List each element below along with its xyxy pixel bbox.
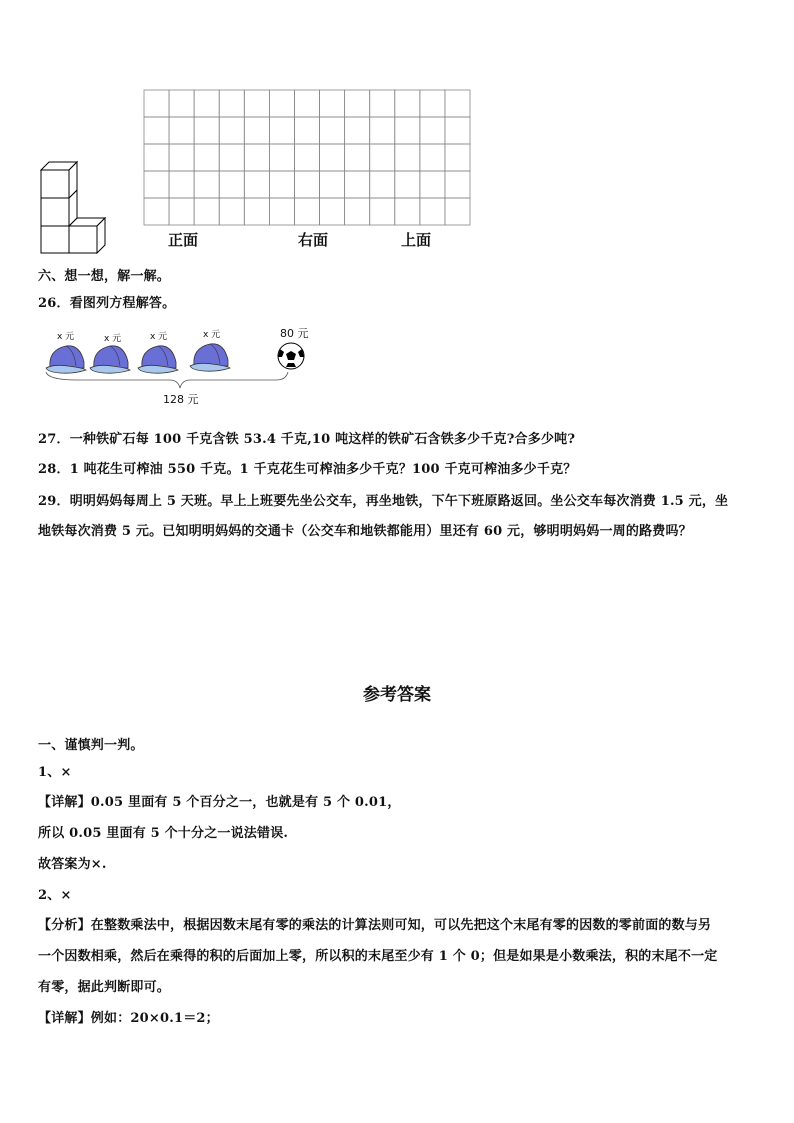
grid-cell xyxy=(445,171,470,198)
grid-cell xyxy=(269,171,294,198)
grid-cell xyxy=(144,90,169,117)
grid-cell xyxy=(445,90,470,117)
grid-cell xyxy=(294,144,319,171)
grid-cell xyxy=(395,171,420,198)
grid-cell xyxy=(244,144,269,171)
stacked-cubes-figure xyxy=(38,158,112,254)
answer-2-detail: 【详解】例如：20×0.1＝2； xyxy=(38,1011,219,1026)
cap-icon xyxy=(190,344,230,371)
grid-cell xyxy=(445,117,470,144)
grid-cell xyxy=(370,198,395,225)
grid-cell xyxy=(420,198,445,225)
cap-icon xyxy=(90,346,130,373)
grid-cell xyxy=(345,198,370,225)
grid-cell xyxy=(370,117,395,144)
grid-cell xyxy=(219,144,244,171)
answer-1-line2: 所以 0.05 里面有 5 个十分之一说法错误. xyxy=(38,826,289,841)
grid-cell xyxy=(169,90,194,117)
answers-title: 参考答案 xyxy=(363,685,431,705)
grid-cell xyxy=(194,198,219,225)
grid-cell xyxy=(294,198,319,225)
grid-cell xyxy=(320,144,345,171)
grid-cell xyxy=(169,117,194,144)
grid-cell xyxy=(420,90,445,117)
soccer-ball-icon xyxy=(278,343,304,369)
grid-cell xyxy=(370,144,395,171)
answer-2-analysis-line1: 【分析】在整数乘法中，根据因数末尾有零的乘法的计算法则可知，可以先把这个末尾有零的因数的零前面的数与另 xyxy=(38,918,712,933)
question-28: 28．1 吨花生可榨油 550 千克。1 千克花生可榨油多少千克？100 千克可榨油多少千克？ xyxy=(38,462,577,477)
grid-cell xyxy=(395,198,420,225)
grid-cell xyxy=(169,198,194,225)
caps-and-ball-figure xyxy=(38,338,318,398)
cap-price-label: x 元 xyxy=(104,334,122,344)
grid-cell xyxy=(320,90,345,117)
grid-cell xyxy=(244,117,269,144)
grid-cell xyxy=(144,144,169,171)
grid-cell xyxy=(345,144,370,171)
answer-1-mark: 1、× xyxy=(38,765,72,780)
grid-cell xyxy=(269,144,294,171)
answer-2-mark: 2、× xyxy=(38,888,72,903)
grid-cell xyxy=(320,117,345,144)
grid-cell xyxy=(345,90,370,117)
grid-cell xyxy=(219,90,244,117)
grid-cell xyxy=(244,90,269,117)
question-29-line1: 29．明明妈妈每周上 5 天班。早上上班要先坐公交车，再坐地铁，下午下班原路返回。坐公交车每次消费 1.5 元，坐 xyxy=(38,494,729,509)
grid-cell xyxy=(194,117,219,144)
grid-cell xyxy=(144,198,169,225)
question-29-line2: 地铁每次消费 5 元。已知明明妈妈的交通卡（公交车和地铁都能用）里还有 60 元，够明明妈妈一周的路费吗？ xyxy=(38,524,692,539)
grid-cell xyxy=(244,198,269,225)
answers-section1-heading: 一、谨慎判一判。 xyxy=(38,738,144,753)
grid-cell xyxy=(144,171,169,198)
front-view-label: 正面 xyxy=(168,231,199,249)
grid-cell xyxy=(370,90,395,117)
grid-cell xyxy=(395,90,420,117)
grid-cell xyxy=(194,90,219,117)
grid-cell xyxy=(269,90,294,117)
grid-cell xyxy=(345,171,370,198)
grid-cell xyxy=(420,171,445,198)
grid-cell xyxy=(420,144,445,171)
grid-cell xyxy=(395,117,420,144)
grid-cell xyxy=(194,144,219,171)
grid-cell xyxy=(219,198,244,225)
grid-cell xyxy=(269,198,294,225)
grid-cell xyxy=(294,117,319,144)
question-26: 26．看图列方程解答。 xyxy=(38,296,176,311)
grid-cell xyxy=(420,117,445,144)
grid-cell xyxy=(269,117,294,144)
grid-cell xyxy=(219,171,244,198)
grid-cell xyxy=(219,117,244,144)
answer-2-analysis-line3: 有零，据此判断即可。 xyxy=(38,980,171,995)
grid-cell xyxy=(169,171,194,198)
grid-cell xyxy=(244,171,269,198)
cap-price-label: x 元 xyxy=(57,332,75,342)
grid-cell xyxy=(370,171,395,198)
grid-cell xyxy=(320,198,345,225)
cap-icon xyxy=(46,346,86,373)
grid-cell xyxy=(445,198,470,225)
cap-icon xyxy=(138,346,178,373)
view-drawing-grid xyxy=(143,89,471,226)
grid-cell xyxy=(294,90,319,117)
section6-heading: 六、想一想，解一解。 xyxy=(38,269,171,284)
answer-1-line3: 故答案为×. xyxy=(38,857,107,872)
grid-cell xyxy=(320,171,345,198)
answer-1-detail: 【详解】0.05 里面有 5 个百分之一，也就是有 5 个 0.01， xyxy=(38,795,401,810)
answer-2-analysis-line2: 一个因数相乘，然后在乘得的积的后面加上零，所以积的末尾至少有 1 个 0；但是如果是小数乘法，积的末尾不一定 xyxy=(38,949,718,964)
grid-cell xyxy=(445,144,470,171)
top-view-label: 上面 xyxy=(401,231,432,249)
grid-cell xyxy=(169,144,194,171)
grid-cell xyxy=(144,117,169,144)
grid-cell xyxy=(194,171,219,198)
grid-cell xyxy=(345,117,370,144)
grid-cell xyxy=(294,171,319,198)
total-price-label: 128 元 xyxy=(163,393,199,406)
ball-price-label: 80 元 xyxy=(280,327,309,340)
right-view-label: 右面 xyxy=(298,231,329,249)
grid-cell xyxy=(395,144,420,171)
question-27: 27．一种铁矿石每 100 千克含铁 53.4 千克,10 吨这样的铁矿石含铁多少千克?合多少吨? xyxy=(38,432,576,447)
cap-price-label: x 元 xyxy=(150,332,168,342)
cap-price-label: x 元 xyxy=(203,330,221,340)
